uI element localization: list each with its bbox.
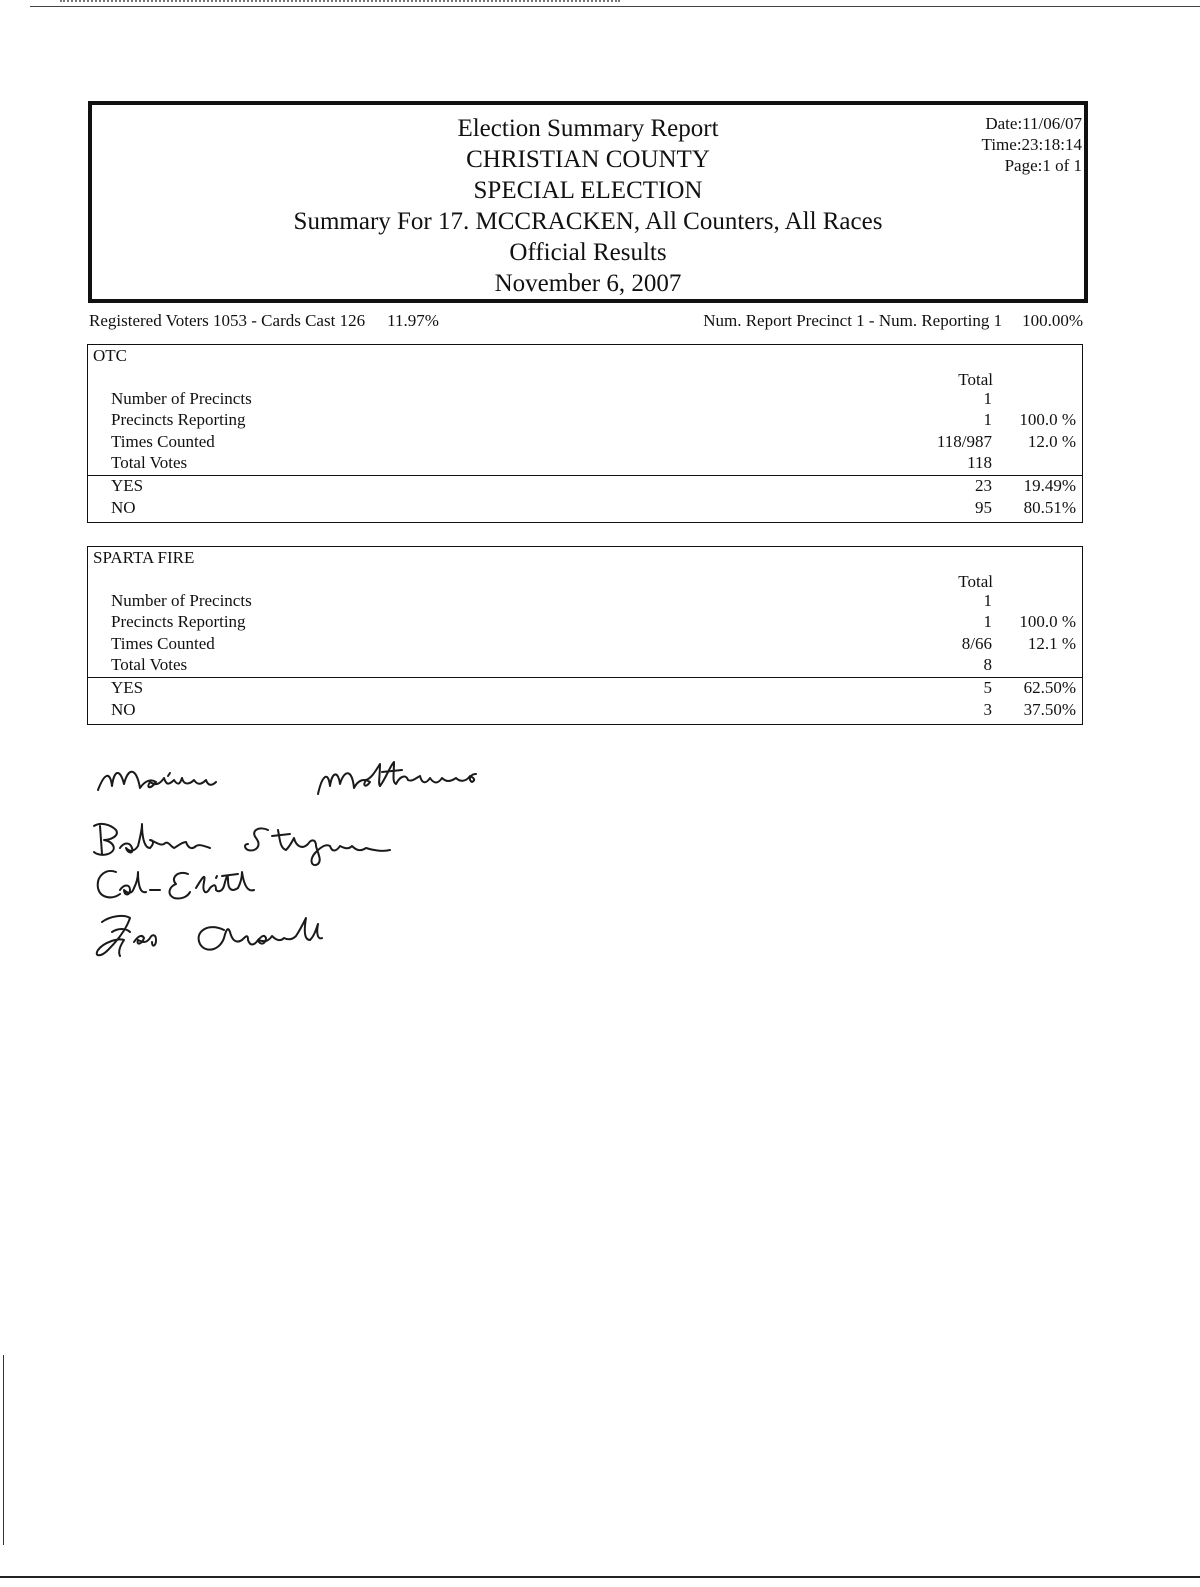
election-date: November 6, 2007 (494, 270, 682, 297)
choice-percent: 80.51% (1023, 498, 1076, 517)
signature-3 (98, 871, 254, 899)
precinct-reporting-summary (703, 311, 1083, 331)
scan-top-edge (30, 0, 1200, 7)
stat-row (88, 452, 1082, 473)
stat-row (88, 590, 1082, 611)
report-title-block (92, 113, 1084, 299)
choice-row (88, 497, 1082, 518)
stat-value: 118 (967, 453, 992, 472)
stat-label: Times Counted (111, 432, 215, 451)
stat-percent: 100.0 % (1019, 410, 1076, 429)
stat-value: 1 (983, 612, 992, 631)
stat-row (88, 611, 1082, 632)
stat-value: 1 (983, 389, 992, 408)
stat-label: Number of Precincts (111, 389, 252, 408)
report-page: Page:1 of 1 (1004, 156, 1082, 175)
stat-row (88, 409, 1082, 430)
registered-voters-text: Registered Voters 1053 - Cards Cast 126 (89, 311, 366, 330)
choice-row (88, 699, 1082, 720)
signature-block (90, 760, 560, 980)
race-column-header (88, 571, 1082, 592)
reporting-percent: 100.00% (1022, 311, 1083, 330)
total-column-header: Total (958, 572, 993, 591)
stat-label: Precincts Reporting (111, 410, 246, 429)
stat-label: Number of Precincts (111, 591, 252, 610)
choice-label: YES (111, 678, 144, 697)
choice-percent: 37.50% (1023, 700, 1076, 719)
scan-bottom-edge (0, 1576, 1200, 1578)
stat-value: 8/66 (961, 634, 992, 653)
total-column-header: Total (958, 370, 993, 389)
signature-4 (97, 916, 322, 956)
election-name: SPECIAL ELECTION (473, 177, 703, 204)
registered-voters-summary (89, 311, 439, 331)
stat-row (88, 633, 1082, 654)
precinct-reporting-text: Num. Report Precinct 1 - Num. Reporting 1 (703, 311, 1003, 330)
race-title: OTC (93, 346, 127, 365)
choice-label: NO (111, 498, 136, 517)
stat-row (88, 431, 1082, 452)
report-title: Election Summary Report (457, 115, 719, 142)
report-header-box (88, 101, 1088, 303)
stat-label: Precincts Reporting (111, 612, 246, 631)
signature-2 (94, 824, 390, 865)
stat-row (88, 388, 1082, 409)
stat-percent: 12.1 % (1027, 634, 1076, 653)
stat-value: 1 (983, 410, 992, 429)
choice-percent: 19.49% (1023, 476, 1076, 495)
choice-votes: 3 (983, 700, 992, 719)
stat-value: 8 (983, 655, 992, 674)
choice-votes: 5 (983, 678, 992, 697)
signature-1 (98, 762, 476, 794)
race-column-header (88, 369, 1082, 390)
race-box-sparta-fire (87, 546, 1083, 725)
choice-percent: 62.50% (1023, 678, 1076, 697)
race-box-otc (87, 344, 1083, 523)
choice-label: NO (111, 700, 136, 719)
scan-marks (60, 0, 620, 5)
summary-scope: Summary For 17. MCCRACKEN, All Counters, All Races (293, 208, 883, 235)
report-meta (982, 113, 1082, 176)
county-name: CHRISTIAN COUNTY (466, 146, 710, 173)
stat-label: Times Counted (111, 634, 215, 653)
choice-label: YES (111, 476, 144, 495)
stat-value: 118/987 (936, 432, 992, 451)
choice-row (88, 677, 1082, 698)
report-date: Date:11/06/07 (985, 114, 1082, 133)
choice-votes: 95 (975, 498, 992, 517)
results-status: Official Results (509, 239, 667, 266)
turnout-percent: 11.97% (387, 311, 439, 330)
stat-value: 1 (983, 591, 992, 610)
stat-label: Total Votes (111, 655, 188, 674)
race-title: SPARTA FIRE (93, 548, 195, 567)
stat-label: Total Votes (111, 453, 188, 472)
stat-row (88, 654, 1082, 675)
choice-row (88, 475, 1082, 496)
report-time: Time:23:18:14 (981, 135, 1082, 154)
choice-votes: 23 (975, 476, 992, 495)
stat-percent: 100.0 % (1019, 612, 1076, 631)
stat-percent: 12.0 % (1027, 432, 1076, 451)
scan-left-mark (3, 1355, 4, 1545)
